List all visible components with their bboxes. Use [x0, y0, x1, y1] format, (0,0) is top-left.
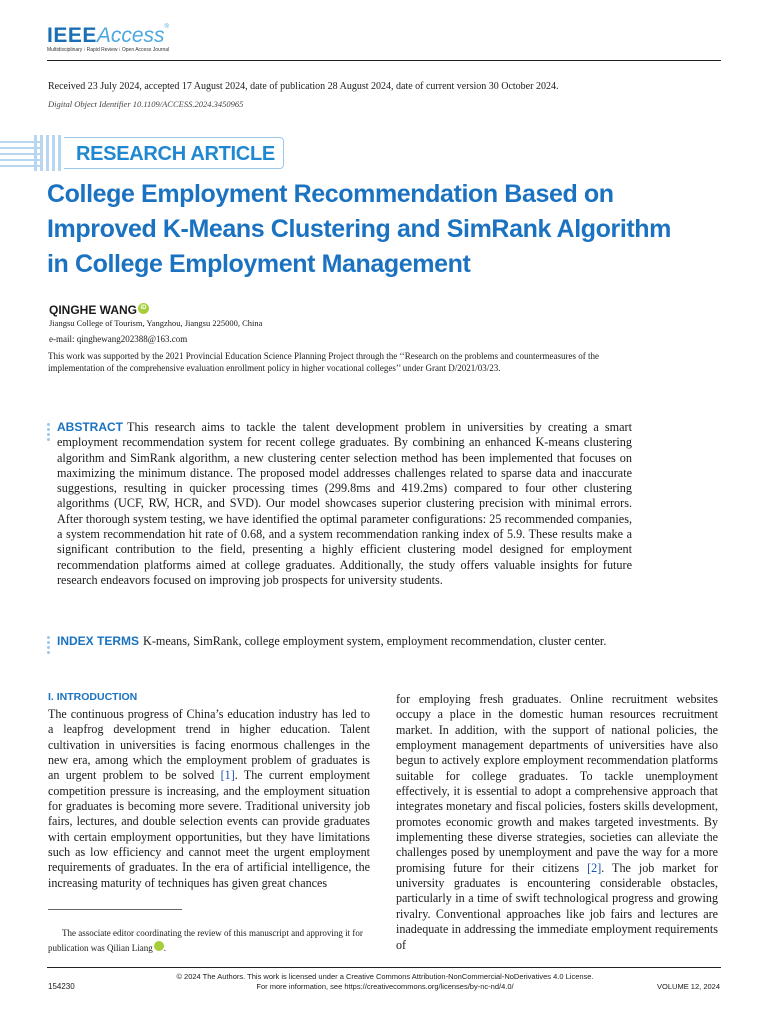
journal-logo: IEEEAccess®	[47, 24, 169, 47]
paper-title: College Employment Recommendation Based on Improved K-Means Clustering and SimRank Algorithm in College Employment Management	[47, 180, 672, 278]
header-divider	[47, 60, 721, 61]
author-affiliation: Jiangsu College of Tourism, Yangzhou, Jiangsu 225000, China	[49, 318, 263, 328]
journal-tagline: Multidisciplinary ⁝ Rapid Review ⁝ Open Access Journal	[47, 47, 170, 53]
index-terms	[57, 634, 632, 649]
author-name	[49, 303, 149, 317]
license-link[interactable]: For more information, see https://creativecommons.org/licenses/by-nc-nd/4.0/	[256, 982, 514, 991]
orcid-icon[interactable]: iD	[138, 303, 149, 314]
abstract-heading: ABSTRACT	[57, 420, 123, 434]
orcid-icon[interactable]: iD	[154, 941, 164, 951]
footnote-text: The associate editor coordinating the review of this manuscript and approving it for publication was Qilian Liang	[48, 928, 363, 953]
body-text: for employing fresh graduates. Online recruitment websites occupy a place in the domestic human resources recruitment market. In addition, with the support of national policies, the employment management departments of universities have also begun to actively explore employment recommendation platforms suitable for college graduates. To tackle unemployment effectively, it is essential to adopt a comprehensive approach that integrates monetary and fiscal policies, fosters skills development, promotes economic growth and makes targeted investments. By implementing these diverse strategies, societies can alleviate the challenges posed by unemployment and pave the way for a more promising future for their citizens	[396, 692, 718, 875]
funding-statement: This work was supported by the 2021 Provincial Education Science Planning Project through the ‘‘Research on the problems and countermeasures of the implementation of the comprehensive evaluation enrollment policy in higher vocational colleges’’ under Grant D/2021/03/23.	[48, 351, 599, 373]
editor-footnote: The associate editor coordinating the review of this manuscript and approving it for publication was Qilian Liang iD.	[48, 928, 363, 953]
index-terms-dots-icon	[47, 636, 51, 656]
logo-access-text: Access	[96, 24, 165, 47]
abstract	[57, 420, 632, 588]
index-terms-text: K-means, SimRank, college employment system, employment recommendation, cluster center.	[143, 634, 607, 648]
body-text: . The job market for university graduates is encountering considerable obstacles, particularly in a time of swift technological progress and growing rivalry. Conventional approaches like job fairs and lectures are inadequate in addressing the immediate employment requirements of	[396, 860, 718, 952]
decorative-bars	[0, 135, 64, 171]
abstract-text: This research aims to tackle the talent development problem in universities by creating a smart employment recommendation system for recent college graduates. By combining an enhanced K-means clustering algorithm and SimRank algorithm, a new clustering center selection method has been implemented that focuses on maximizing the minimum distance. The proposed model addresses challenges related to sparse data and inaccurate suggestions, resulting in quicker processing times (299.8ms and 419.2ms) compared to four other clustering algorithms (UCF, RW, HCR, and SVD). Our model showcases superior clustering precision with minimal errors. After thorough system testing, we have identified the optimal parameter configurations: 25 recommended companies, a system recommendation hit rate of 0.68, and a system recommendation ranking index of 5.9. These results make a significant contribution to the field, presenting a highly efficient clustering model designed for employment recommendation platforms aimed at college graduates. Additionally, the study offers valuable insights for future research endeavors focused on improving job prospects for university students.	[57, 420, 632, 587]
body-column-right	[396, 692, 718, 953]
abstract-dots-icon	[47, 423, 51, 443]
doi[interactable]: Digital Object Identifier 10.1109/ACCESS.2024.3450965	[48, 99, 244, 109]
page-number: 154230	[48, 982, 75, 991]
body-column-left	[48, 707, 370, 891]
citation-link[interactable]: [1]	[220, 768, 235, 783]
footnote-divider	[48, 909, 182, 910]
received-dates: Received 23 July 2024, accepted 17 August 2024, date of publication 28 August 2024, date of current version 30 October 2024.	[48, 81, 559, 92]
author-email[interactable]: e-mail: qinghewang202388@163.com	[49, 334, 188, 344]
article-type-label: RESEARCH ARTICLE	[64, 137, 284, 169]
body-text: . The current employment competition pressure is increasing, and the employment situation for graduates is becoming more severe. Traditional university job fairs, lectures, and double selection events can provide graduates with certain employment opportunities, but they have limitations such as low efficiency and cannot meet the urgent employment requirements of graduates. In the era of artificial intelligence, the increasing maturity of techniques has given great chances	[48, 768, 370, 890]
index-terms-heading: INDEX TERMS	[57, 634, 140, 648]
body-text: The continuous progress of China’s education industry has led to a leapfrog development trend in higher education. Talent cultivation in universities is facing enormous challenges in the new era, among which the employment problem of graduates is an urgent problem to be solved	[48, 707, 370, 783]
license-line: © 2024 The Authors. This work is licensed under a Creative Commons Attribution-NonCommercial-NoDerivatives 4.0 License.	[176, 972, 594, 981]
author-name-text: QINGHE WANG	[49, 303, 138, 317]
citation-link[interactable]: [2]	[587, 860, 602, 875]
logo-ieee-text: IEEE	[47, 24, 97, 47]
volume-label: VOLUME 12, 2024	[657, 982, 720, 991]
footer-divider	[47, 967, 721, 968]
section-heading-introduction: I. INTRODUCTION	[48, 691, 138, 703]
